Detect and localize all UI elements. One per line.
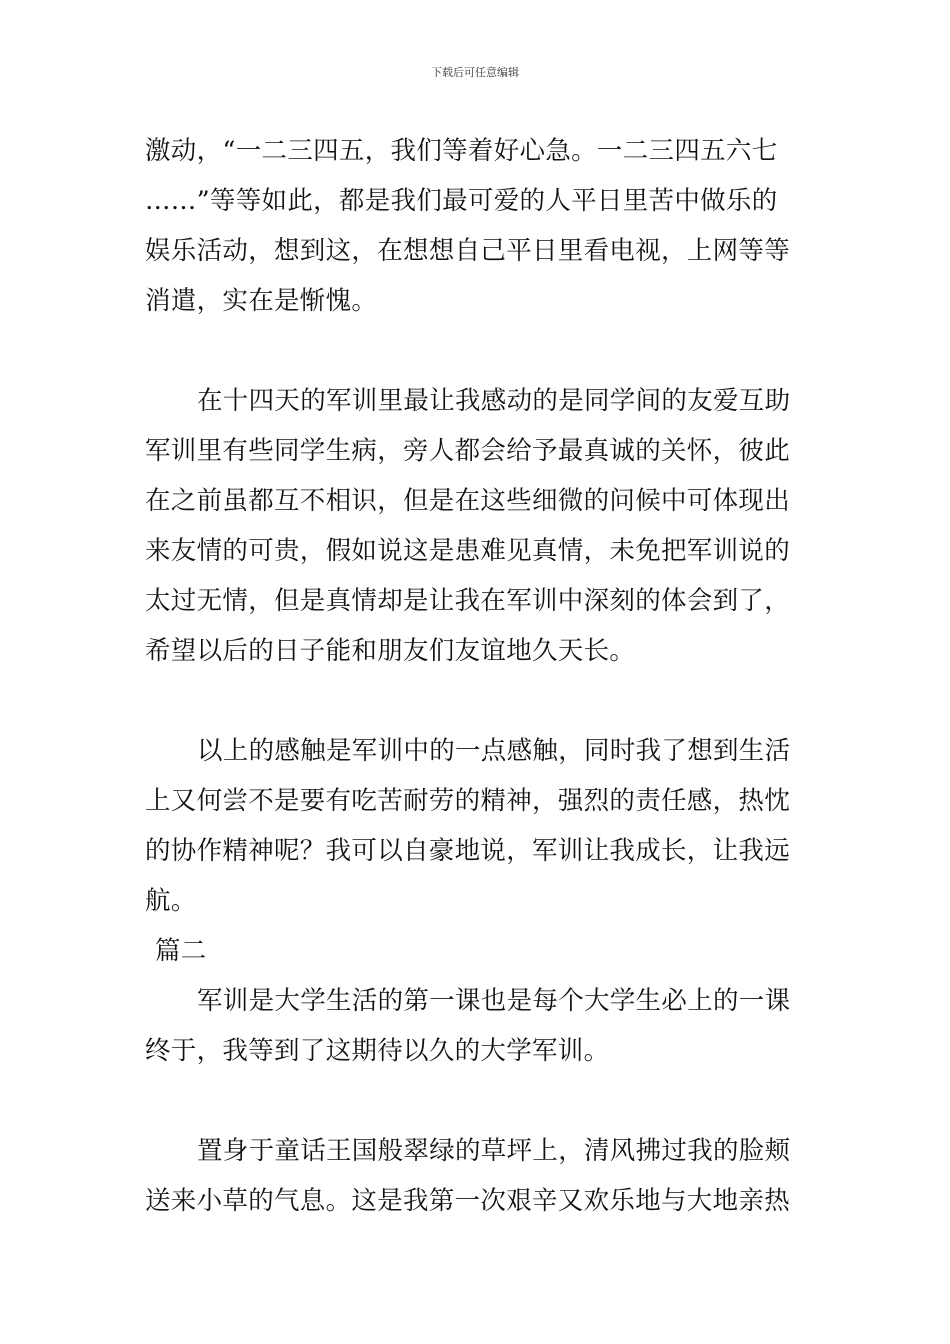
text-line: 太过无情，但是真情却是让我在军训中深刻的体会到了，: [145, 586, 791, 616]
text-line: 终于，我等到了这期待以久的大学军训。: [145, 1036, 610, 1066]
text-line: 军训是大学生活的第一课也是每个大学生必上的一课: [197, 986, 791, 1016]
text-line: 上又何尝不是要有吃苦耐劳的精神，强烈的责任感，热忱: [145, 786, 791, 816]
text-line: 军训里有些同学生病，旁人都会给予最真诚的关怀，彼此: [145, 436, 791, 466]
paragraph-spacer: [145, 326, 809, 376]
text-line: ……”等等如此，都是我们最可爱的人平日里苦中做乐的: [145, 186, 778, 216]
text-line: 激动，“一二三四五，我们等着好心急。一二三四五六七: [145, 136, 778, 166]
text-line: 置身于童话王国般翠绿的草坪上，清风拂过我的脸颊: [197, 1136, 791, 1166]
paragraph-spacer: [145, 676, 809, 726]
document-body: [145, 126, 809, 1226]
paragraph-spacer: [145, 1076, 809, 1126]
text-line: 来友情的可贵，假如说这是患难见真情，未免把军训说的: [145, 536, 791, 566]
text-line: 在之前虽都互不相识，但是在这些细微的问候中可体现出: [145, 486, 791, 516]
page-header: 下载后可任意编辑: [431, 66, 519, 79]
section-heading: 篇二: [155, 936, 207, 966]
text-line: 消遣，实在是惭愧。: [145, 286, 378, 316]
text-line: 娱乐活动，想到这，在想想自己平日里看电视，上网等等: [145, 236, 791, 266]
text-line: 的协作精神呢？我可以自豪地说，军训让我成长，让我远: [145, 836, 791, 866]
text-line: 以上的感触是军训中的一点感触，同时我了想到生活: [197, 736, 791, 766]
text-line: 航。: [145, 886, 197, 916]
text-line: 送来小草的气息。这是我第一次艰辛又欢乐地与大地亲热: [145, 1186, 791, 1216]
text-line: 在十四天的军训里最让我感动的是同学间的友爱互助: [197, 386, 791, 416]
text-line: 希望以后的日子能和朋友们友谊地久天长。: [145, 636, 636, 666]
